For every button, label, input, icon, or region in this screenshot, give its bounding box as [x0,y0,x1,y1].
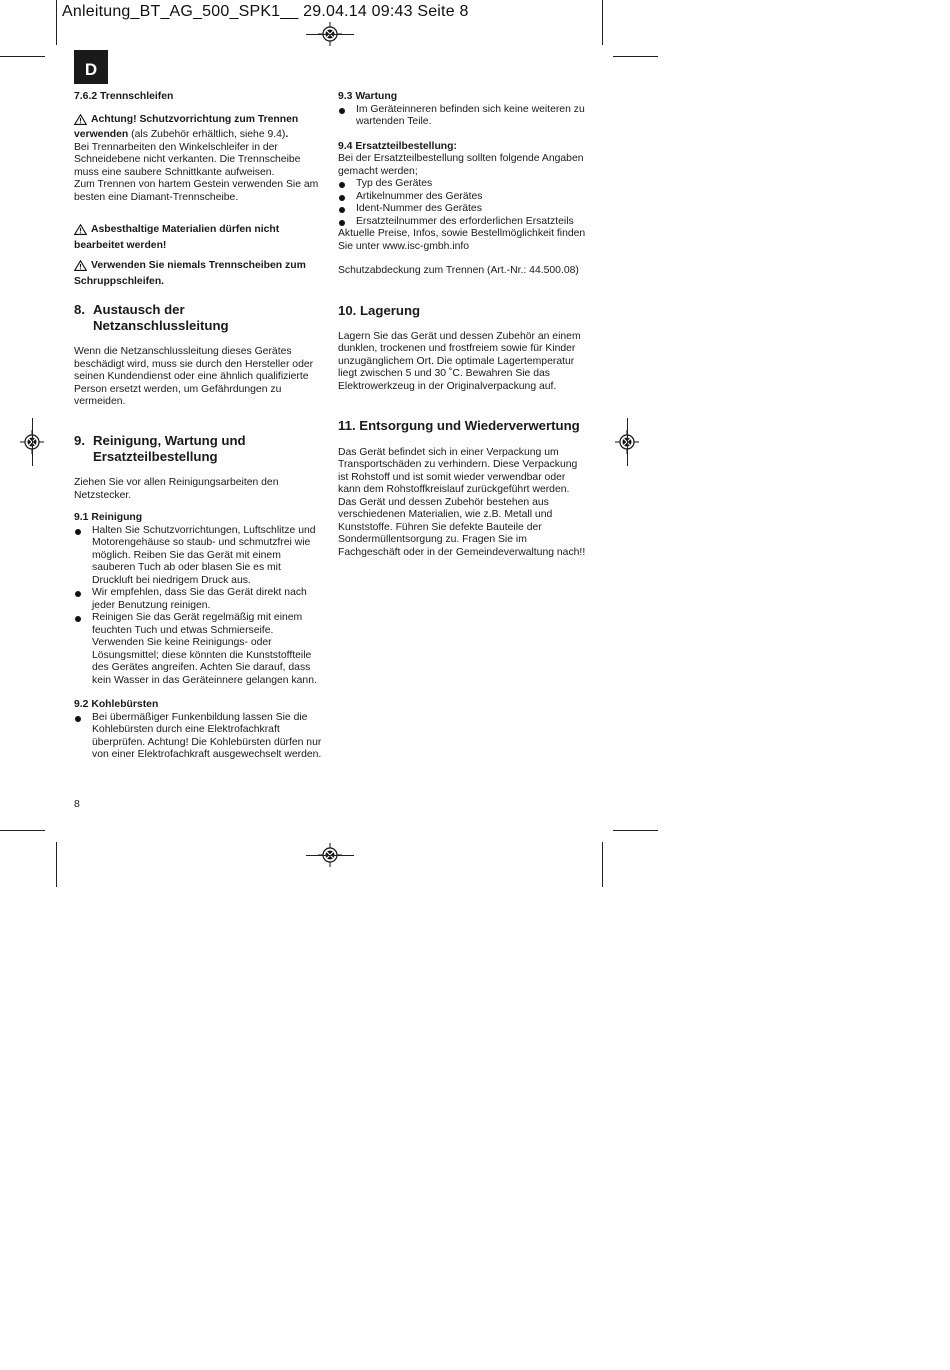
warning-note: (als Zubehör erhältlich, siehe 9.4) [128,129,286,140]
list-item: Bei übermäßiger Funkenbildung lassen Sie die Kohlebürsten durch eine Elektrofachkraft überprüfen. Achtung! Die Kohlebürsten dürfen nur von einer Elektrofachkraft ausgewechselt werden. [74,712,324,762]
crop-mark [32,418,33,466]
bullet-list [338,178,588,228]
crop-mark [602,842,603,887]
list-item: Typ des Gerätes [338,178,588,191]
subsection-title: 9.4 Ersatzteilbestellung: [338,140,457,152]
warning-end: . [285,129,289,140]
list-item: Wir empfehlen, dass Sie das Gerät direkt nach jeder Benutzung reinigen. [74,587,324,612]
warning-paragraph [74,114,324,142]
crop-mark [602,0,603,45]
warning-triangle-icon [74,114,91,130]
bullet-list [338,104,588,129]
crop-mark [613,830,658,831]
body-text: Lagern Sie das Gerät und dessen Zubehör an einem dunklen, trockenen und frostfreiem sowie für Kinder unzugänglichem Ort. Die optimale Lagertemperatur liegt zwischen 5 und 30 ˚C. Bewahren Sie das Elektrowerkzeug in der Originalverpackung auf. [338,330,581,392]
section-heading: 11. Entsorgung und Wiederverwertung [338,418,580,433]
warning-text: Achtung! Schutzvorrichtung zum Trennen verwenden [74,113,299,140]
language-tab: D [74,50,108,84]
page-header: Anleitung_BT_AG_500_SPK1__ 29.04.14 09:43 Seite 8 [62,3,469,20]
warning-triangle-icon [74,224,91,240]
warning-text: Verwenden Sie niemals Trennscheiben zum Schruppschleifen. [74,260,306,287]
list-item: Reinigen Sie das Gerät regelmäßig mit einem feuchten Tuch und etwas Schmierseife. Verwenden Sie keine Reinigungs- oder Lösungsmittel; diese könnten die Kunststoffteile des Gerätes angreifen. Achten Sie darauf, dass kein Wasser in das Geräteinnere gelangen kann. [74,612,324,687]
crop-mark [306,855,354,856]
section-8 [74,302,324,409]
list-item: Im Geräteinneren befinden sich keine weiteren zu wartenden Teile. [338,104,588,129]
page-number: 8 [74,798,80,810]
left-column [74,91,324,288]
right-column [338,91,588,278]
body-text: Zum Trennen von hartem Gestein verwenden Sie am besten eine Diamant-Trennscheibe. [74,179,319,203]
warning-paragraph [74,224,324,252]
body-text: Wenn die Netzanschlussleitung dieses Gerätes beschädigt wird, muss sie durch den Hersteller oder seinen Kundendienst oder eine ähnlich qualifizierte Person ersetzt werden, um Gefährdungen zu vermeiden. [74,346,314,408]
subsection-title: 9.2 Kohlebürsten [74,699,159,711]
section-heading: 10. Lagerung [338,303,421,318]
bullet-list [74,525,324,688]
body-text: Bei der Ersatzteilbestellung sollten folgende Angaben gemacht werden; [338,153,584,177]
section-9 [74,433,324,762]
section-10 [338,303,588,393]
crop-mark [306,34,354,35]
crop-mark [613,56,658,57]
crop-mark [0,56,45,57]
crop-mark [627,418,628,466]
warning-paragraph [74,260,324,288]
warning-text: Asbesthaltige Materialien dürfen nicht bearbeitet werden! [74,224,280,251]
list-item: Artikelnummer des Gerätes [338,191,588,204]
body-text: Bei Trennarbeiten den Winkelschleifer in der Schneidebene nicht verkanten. Die Trennscheibe muss eine saubere Schnittkante aufweisen. [74,141,301,178]
body-text: Ziehen Sie vor allen Reinigungsarbeiten den Netzstecker. [74,477,279,501]
body-text: Aktuelle Preise, Infos, sowie Bestellmöglichkeit finden Sie unter www.isc-gmbh.info [338,228,586,252]
section-11 [338,418,588,559]
crop-mark [56,842,57,887]
body-text: Das Gerät befindet sich in einer Verpackung um Transportschäden zu verhindern. Diese Verpackung ist Rohstoff und ist somit wieder verwendbar oder kann dem Rohstoffkreislauf zurückgeführt werden. Das Gerät und dessen Zubehör bestehen aus verschiedenen Materialien, wie z.B. Metall und Kunststoffe. Führen Sie defekte Bauteile der Sondermüllentsorgung zu. Fragen Sie im Fachgeschäft oder in der Gemeindeverwaltung nach!! [338,446,586,558]
crop-mark [0,830,45,831]
list-item: Ersatzteilnummer des erforderlichen Ersatzteils [338,216,588,229]
crop-mark [56,0,57,45]
section-heading: 8. Austausch der Netzanschlussleitung [74,302,229,333]
warning-triangle-icon [74,260,91,276]
bullet-list [74,712,324,762]
list-item: Halten Sie Schutzvorrichtungen, Luftschlitze und Motorengehäuse so staub- und schmutzfrei wie möglich. Reiben Sie das Gerät mit einem sauberen Tuch ab oder blasen Sie es mit Druckluft bei niedrigem Druck aus. [74,525,324,588]
list-item: Ident-Nummer des Gerätes [338,203,588,216]
section-title: 7.6.2 Trennschleifen [74,91,174,102]
subsection-title: 9.3 Wartung [338,91,398,102]
accessory-note: Schutzabdeckung zum Trennen (Art.-Nr.: 44.500.08) [338,265,579,276]
subsection-title: 9.1 Reinigung [74,512,143,524]
section-heading: 9. Reinigung, Wartung und Ersatzteilbestellung [74,433,246,464]
